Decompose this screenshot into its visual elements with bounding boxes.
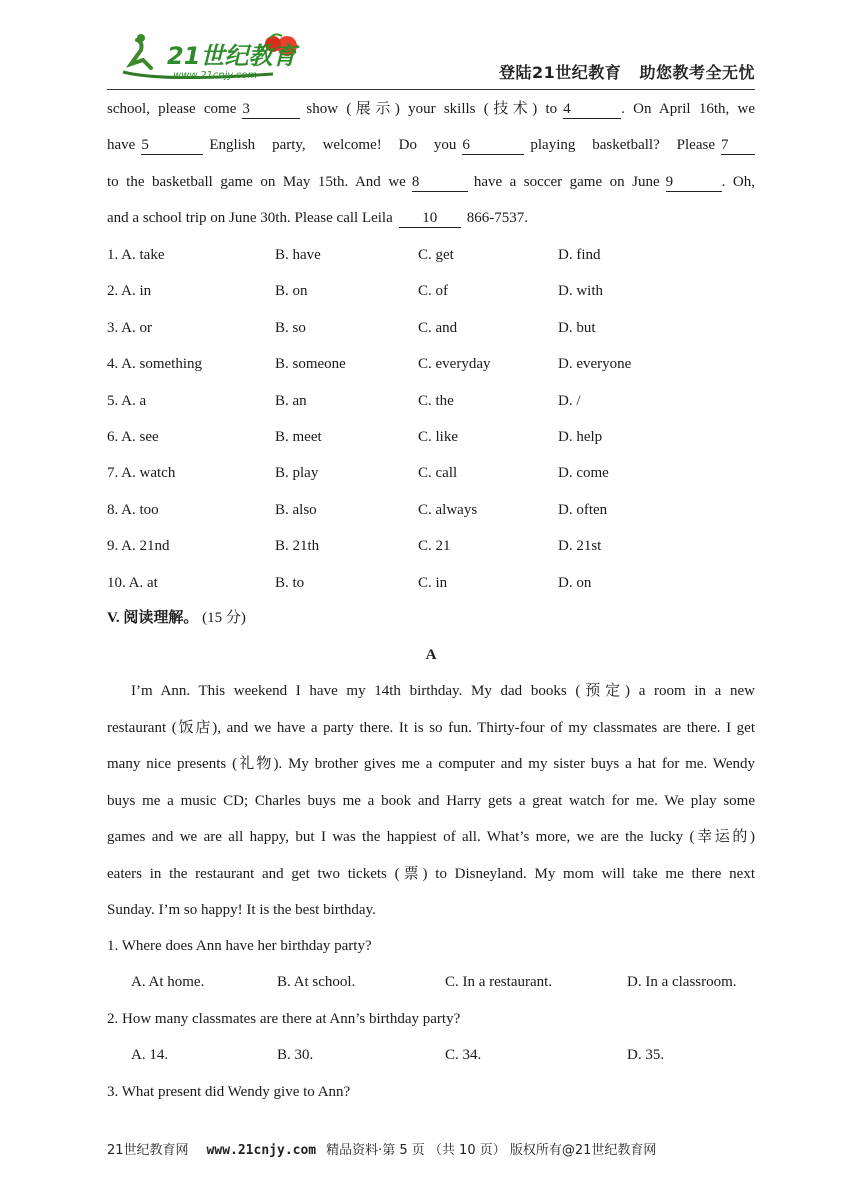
option-row (107, 500, 755, 520)
option-choice: 7. A. watch (107, 465, 176, 482)
text: show (展示) your skills (技术) to (306, 101, 558, 117)
answer-choice: A. 14. (131, 1047, 169, 1063)
text: 866-7537. (466, 210, 529, 226)
option-choice: B. meet (275, 429, 322, 445)
option-choice: 10. A. at (107, 574, 158, 591)
blank-4: 4 (563, 101, 621, 119)
option-choice: C. 21 (418, 538, 451, 555)
option-choice: C. call (418, 465, 458, 482)
text: to the basketball game on May 15th. And we (107, 174, 406, 190)
reading-line: many nice presents (礼物). My brother gives me a computer and my sister buys a hat for me. Wendy (107, 756, 755, 772)
blank-3: 3 (242, 101, 300, 119)
footer-page-info: 精品资料·第 5 页 （共 10 页） 版权所有@21世纪教育网 (326, 1143, 657, 1158)
option-choice: D. / (558, 392, 581, 409)
cloze-line-1 (107, 99, 755, 119)
text: and a school trip on June 30th. Please call Leila (107, 210, 393, 226)
answer-choice: B. 30. (277, 1047, 314, 1063)
option-choice: B. have (275, 247, 321, 263)
text: English party, welcome! Do you (209, 137, 457, 153)
option-row (107, 354, 755, 374)
option-choice: 2. A. in (107, 283, 152, 300)
option-choice: 6. A. see (107, 429, 159, 445)
blank-5: 5 (141, 137, 203, 155)
text: have a soccer game on June (473, 174, 660, 190)
page-header (107, 28, 755, 90)
answer-choice: C. 34. (445, 1047, 482, 1063)
option-row (107, 391, 755, 411)
question-options (107, 972, 755, 992)
reading-line: buys me a music CD; Charles buys me a book and Harry gets a great watch for me. We play some (107, 792, 755, 809)
option-choice: B. also (275, 501, 317, 518)
option-choice: 5. A. a (107, 392, 147, 409)
footer-site: 21世纪教育网 (107, 1143, 189, 1158)
blank-6: 6 (462, 137, 524, 155)
option-choice: B. someone (275, 356, 346, 373)
option-choice: D. come (558, 465, 609, 482)
option-choice: C. like (418, 429, 458, 445)
option-choice: B. 21th (275, 538, 320, 555)
logo-21cnjy (115, 32, 315, 82)
option-choice: D. everyone (558, 356, 632, 373)
cloze-line-4 (107, 208, 755, 228)
option-choice: C. everyday (418, 356, 491, 373)
text: playing basketball? Please (530, 137, 715, 153)
option-row (107, 573, 755, 593)
option-choice: 9. A. 21nd (107, 538, 170, 555)
option-choice: D. on (558, 574, 592, 591)
section-title: V. 阅读理解。 (107, 610, 199, 626)
option-choice: C. and (418, 319, 458, 336)
answer-choice: C. In a restaurant. (445, 974, 553, 990)
blank-7: 7 (721, 137, 755, 155)
option-choice: B. so (275, 319, 306, 336)
reading-line: I’m Ann. This weekend I have my 14th birthday. My dad books (预定) a room in a new (131, 683, 755, 699)
option-choice: C. of (418, 283, 448, 300)
option-choice: B. an (275, 392, 307, 409)
option-choice: D. help (558, 429, 603, 445)
answer-choice: A. At home. (131, 974, 205, 990)
section-score: (15 分) (202, 610, 246, 626)
logo-text: 21世纪教育 (167, 42, 297, 70)
section-heading (107, 608, 755, 628)
option-row (107, 318, 755, 338)
option-choice: B. on (275, 283, 308, 300)
option-choice: D. 21st (558, 538, 602, 555)
footer-url: www.21cnjy.com (206, 1143, 317, 1158)
question-text: 1. Where does Ann have her birthday party? (107, 938, 372, 954)
cloze-line-3 (107, 172, 755, 192)
question-text: 2. How many classmates are there at Ann’s birthday party? (107, 1011, 461, 1027)
text: have (107, 137, 136, 153)
option-choice: 4. A. something (107, 356, 203, 373)
answer-choice: D. 35. (627, 1047, 665, 1063)
blank-9: 9 (666, 174, 722, 192)
option-choice: B. play (275, 465, 319, 482)
answer-choice: B. At school. (277, 974, 356, 990)
text: . Oh, (721, 174, 755, 190)
reading-line: restaurant (饭店), and we have a party there. It is so fun. Thirty-four of my classmates are there. I get (107, 719, 755, 736)
option-choice: D. with (558, 283, 603, 300)
cloze-line-2 (107, 135, 755, 155)
logo-url: www.21cnjy.com (173, 70, 258, 81)
option-row (107, 463, 755, 483)
option-choice: C. always (418, 501, 478, 518)
option-choice: C. in (418, 574, 448, 591)
option-choice: D. often (558, 501, 608, 518)
text: . On April 16th, we (621, 101, 756, 117)
option-choice: 1. A. take (107, 247, 165, 263)
page-footer (107, 1139, 755, 1158)
part-label: A (425, 647, 437, 663)
reading-line: eaters in the restaurant and get two tickets (票) to Disneyland. My mom will take me there next (107, 865, 755, 882)
text: school, please come (107, 101, 237, 117)
blank-10: 10 (399, 210, 461, 228)
option-row (107, 245, 755, 265)
option-choice: 3. A. or (107, 319, 152, 336)
question-options (107, 1045, 755, 1065)
header-slogan: 登陆21世纪教育 助您教考全无忧 (499, 63, 755, 82)
reading-line: games and we are all happy, but I was the happiest of all. What’s more, we are the lucky (幸运的) (107, 829, 755, 845)
option-row (107, 536, 755, 556)
blank-8: 8 (412, 174, 468, 192)
option-choice: B. to (275, 574, 305, 591)
option-row (107, 427, 755, 447)
answer-choice: D. In a classroom. (627, 974, 737, 990)
option-choice: D. but (558, 319, 596, 336)
option-choice: D. find (558, 247, 601, 263)
option-choice: 8. A. too (107, 501, 159, 518)
option-choice: C. get (418, 247, 454, 263)
option-row (107, 281, 755, 301)
option-choice: C. the (418, 392, 454, 409)
reading-line: Sunday. I’m so happy! It is the best birthday. (107, 902, 376, 918)
question-text: 3. What present did Wendy give to Ann? (107, 1084, 351, 1100)
